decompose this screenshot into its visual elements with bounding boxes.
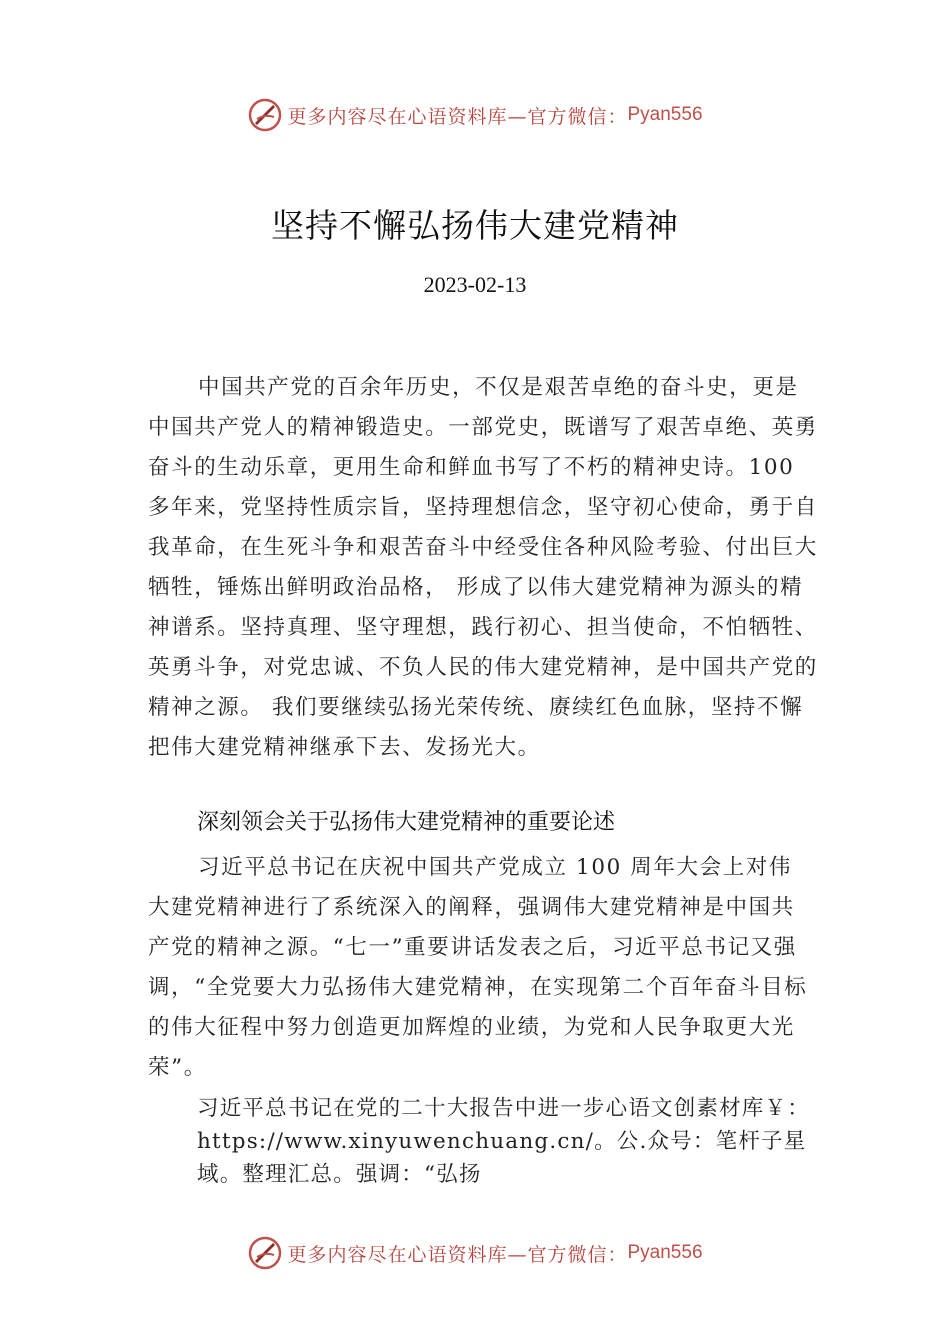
banner-wechat-id: Pyan556	[627, 104, 703, 125]
banner-wechat-id: Pyan556	[627, 1242, 703, 1263]
body-paragraph-3: 习近平总书记在党的二十大报告中进一步心语文创素材库￥：https://www.xinyuwenchuang.cn/。公.众号：笔杆子星域。整理汇总。强调：“弘扬	[197, 1096, 810, 1187]
brush-logo-icon	[247, 97, 283, 133]
footer-banner	[0, 1233, 950, 1273]
body-paragraph-1: 中国共产党的百余年历史，不仅是艰苦卓绝的奋斗史，更是中国共产党人的精神锻造史。一部党史，既谱写了艰苦卓绝、英勇奋斗的生动乐章，更用生命和鲜血书写了不朽的精神史诗。100 多年来，党坚持性质宗旨，坚持理想信念，坚守初心使命，勇于自我革命，在生死斗争和艰苦奋斗中经受住各种风险考验、付出巨大牺牲，锤炼出鲜明政治品格， 形成了以伟大建党精神为源头的精神谱系。坚持真理、坚守理想，践行初心、担当使命，不怕牺牲、英勇斗争，对党忠诚、不负人民的伟大建党精神，是中国共产党的精神之源。 我们要继续弘扬光荣传统、赓续红色血脉，坚持不懈把伟大建党精神继承下去、发扬光大。	[148, 375, 818, 760]
banner-text: 更多内容尽在心语资料库—官方微信：	[287, 105, 628, 128]
document-title: 坚持不懈弘扬伟大建党精神	[271, 206, 679, 245]
brush-logo-icon	[247, 1235, 283, 1271]
section-heading: 深刻领会关于弘扬伟大建党精神的重要论述	[197, 810, 616, 835]
header-banner	[0, 95, 950, 135]
body-paragraph-2: 习近平总书记在庆祝中国共产党成立 100 周年大会上对伟大建党精神进行了系统深入的阐释，强调伟大建党精神是中国共产党的精神之源。“七一”重要讲话发表之后，习近平总书记又强调，“全党要大力弘扬伟大建党精神，在实现第二个百年奋斗目标的伟大征程中努力创造更加辉煌的业绩，为党和人民争取更大光荣”。	[148, 855, 808, 1080]
document-date: 2023-02-13	[423, 272, 527, 297]
banner-text: 更多内容尽在心语资料库—官方微信：	[287, 1243, 628, 1266]
